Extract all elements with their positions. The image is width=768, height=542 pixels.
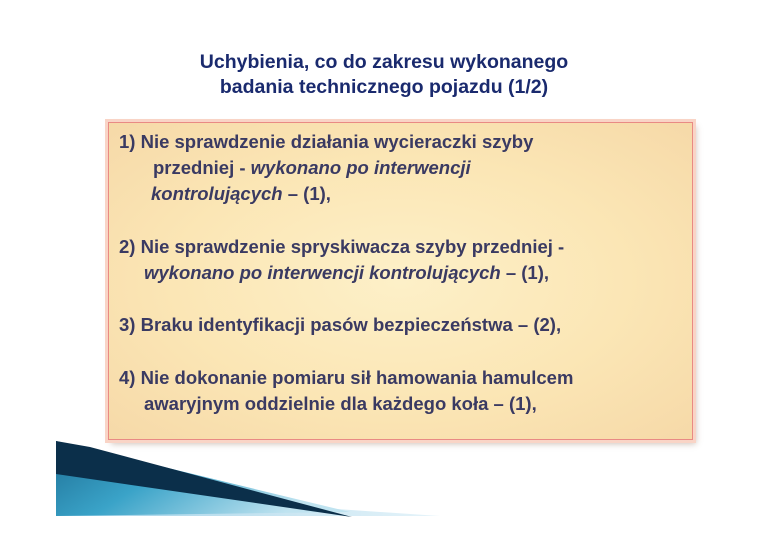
item-text: 1) Nie sprawdzenie działania wycieraczki szyby [119,131,534,152]
item-text: przedniej - [153,157,251,178]
item-italic-text: wykonano po interwencji kontrolujących [144,262,501,283]
item-italic-text: wykonano po interwencji [250,157,471,178]
title-line-2: badania technicznego pojazdu (1/2) [219,76,549,98]
item-text: – (1), [282,183,331,204]
item-text: 2) Nie sprawdzenie spryskiwacza szyby przedniej - [119,236,565,257]
item-text: 4) Nie dokonanie pomiaru sił hamowania hamulcem [119,367,574,388]
item-text: – (1), [500,262,550,283]
item-text: 3) Braku identyfikacji pasów bezpieczeństwa – (2), [119,314,562,335]
item-italic-text: kontrolujących [151,183,283,204]
item-text: awaryjnym oddzielnie dla każdego koła – (1), [144,393,537,414]
title-line-1: Uchybienia, co do zakresu wykonanego [199,51,569,73]
